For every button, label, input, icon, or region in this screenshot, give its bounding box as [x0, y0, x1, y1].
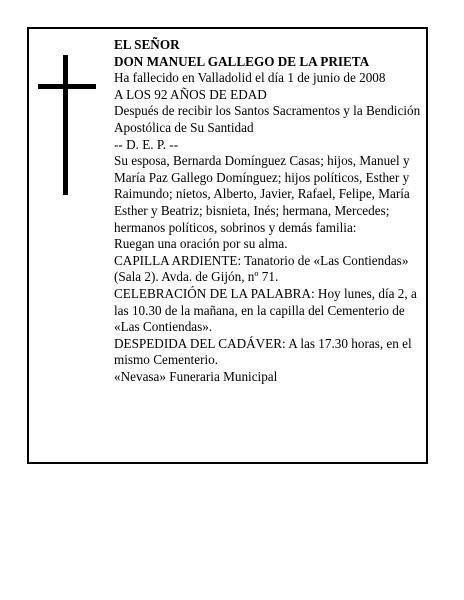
death-statement: Ha fallecido en Valladolid el día 1 de junio de 2008: [114, 70, 386, 86]
deceased-name: DON MANUEL GALLEGO DE LA PRIETA: [114, 53, 370, 69]
notice-title: EL SEÑOR: [114, 37, 180, 52]
cross-vertical-bar: [63, 55, 68, 195]
obituary-text: [114, 37, 424, 385]
farewell-info: DESPEDIDA DEL CADÁVER: A las 17.30 horas, en el mismo Cementerio.: [114, 335, 412, 368]
sacraments-statement: Después de recibir los Santos Sacramentos y la Bendición Apostólica de Su Santidad: [114, 103, 421, 135]
funeral-home: «Nevasa» Funeraria Municipal: [114, 368, 278, 384]
celebration-info: CELEBRACIÓN DE LA PALABRA: Hoy lunes, día 2, a las 10.30 de la mañana, en la capilla del Cementerio de «Las Contiendas».: [114, 285, 417, 335]
cross-horizontal-bar: [38, 84, 96, 89]
chapel-info: CAPILLA ARDIENTE: Tanatorio de «Las Contiendas» (Sala 2). Avda. de Gijón, nº 71.: [114, 252, 409, 285]
prayer-request: Ruegan una oración por su alma.: [114, 236, 288, 252]
age-statement: A LOS 92 AÑOS DE EDAD: [114, 86, 267, 102]
rip-line: -- D. E. P. --: [114, 136, 179, 152]
family-list: Su esposa, Bernarda Domínguez Casas; hijos, Manuel y María Paz Gallego Domínguez; hijos políticos, Esther y Raimundo; nietos, Alberto, Javier, Rafael, Felipe, María Esther y Beatriz; bisnieta, Inés; hermana, Mercedes; hermanos políticos, sobrinos y demás familia:: [114, 153, 410, 235]
